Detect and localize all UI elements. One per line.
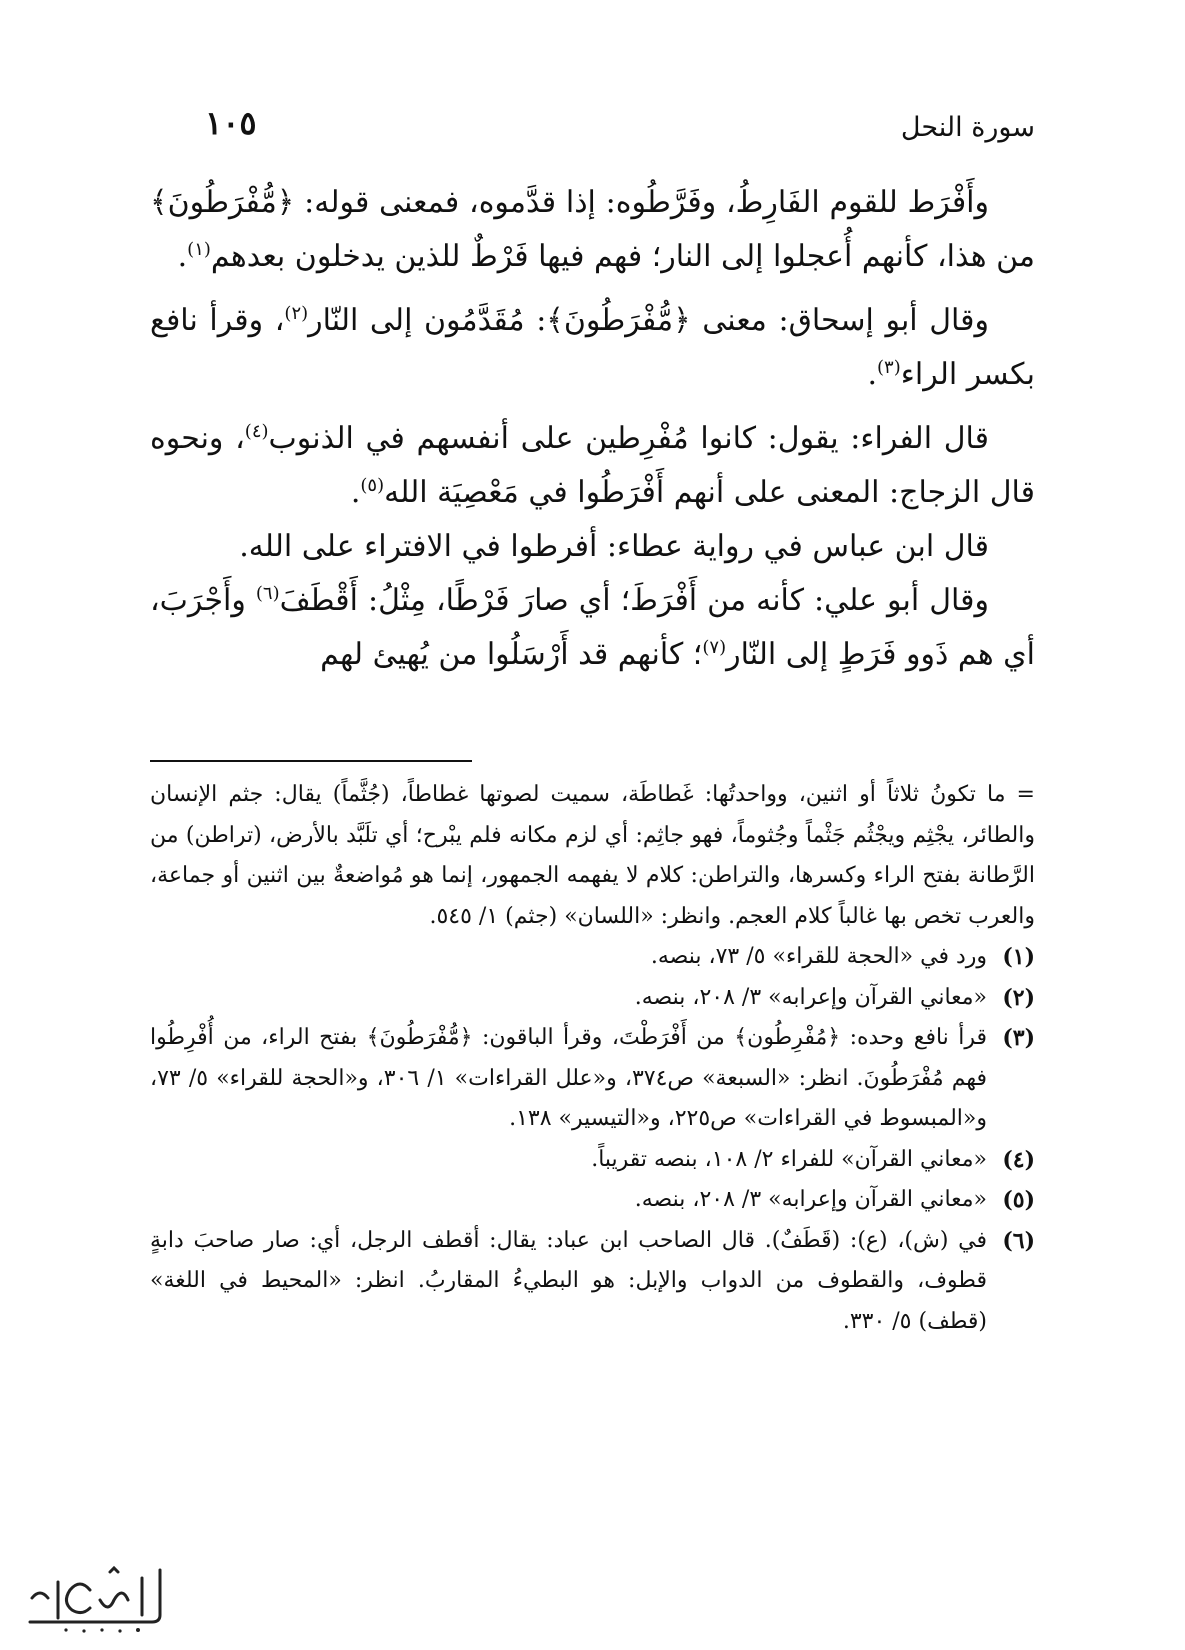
footnote-text: «معاني القرآن وإعرابه» ٣/ ٢٠٨، بنصه. [634,1187,987,1212]
publisher-logo [10,1560,180,1640]
surah-name: سورة النحل [900,112,1035,143]
footnote-text: «معاني القرآن» للفراء ٢/ ١٠٨، بنصه تقريباً. [591,1146,987,1172]
footnote-text: في (ش)، (ع): (قَطَفٌ). قال الصاحب ابن عباد: يقال: أقطف الرجل، أي: صار صاحبَ دابةٍ قطوف، والقطوف من الدواب والإبل: هو البطيءُ المقاربُ. انظر: «المحيط في اللغة» (قطف) ٥/ ٣٣٠. [150,1227,987,1334]
footnote-2 [150,978,1035,1019]
footnote-ref-3[interactable]: (٣) [877,357,901,378]
footnote-6 [150,1221,1035,1343]
footnotes [150,775,1035,1342]
footnote-ref-4[interactable]: (٤) [244,421,269,442]
main-text [150,176,1035,682]
paragraph-4: قال ابن عباس في رواية عطاء: أفرطوا في الافتراء على الله. [239,529,989,564]
page-number: ١٠٥ [205,104,257,142]
footnote-continuation: = ما تكونُ ثلاثاً أو اثنين، وواحدتُها: غَطاطَة، سميت لصوتها غطاطاً، (جُثَّماً) يقال: جثم الإنسان والطائر، يجْثِم ويجْثُم جَثْماً وجُثوماً، فهو جاثِم: أي لزم مكانه فلم يبْرح؛ أي تلَبَّد بالأرض، (تراطن) من الرَّطانة بفتح الراء وكسرها، والتراطن: كلام لا يفهمه الجمهور، إنما هو مُواضعةٌ بين اثنين أو جماعة، والعرب تخص بها غالباً كلام العجم. وانظر: «اللسان» (جثم) ١/ ٥٤٥. [150,782,1035,929]
footnote-ref-2[interactable]: (٢) [284,303,309,324]
footnote-5 [150,1180,1035,1221]
footnote-ref-1[interactable]: (١) [187,239,211,260]
footnote-text: قرأ نافع وحده: ﴿مُفْرِطُون﴾ من أَفْرَطْتَ، وقرأ الباقون: ﴿مُّفْرَطُونَ﴾ بفتح الراء، من أُفْرِطُوا فهم مُفْرَطُونَ. انظر: «السبعة» ص٣٧٤، و«علل القراءات» ١/ ٣٠٦، و«الحجة للقراء» ٥/ ٧٣، و«المبسوط في القراءات» ص٢٢٥، و«التيسير» ١٣٨. [150,1025,987,1131]
paragraph-1: وأَفْرَط للقوم الفَارِطُ، وفَرَّطُوه: إذا قدَّموه، فمعنى قوله: ﴿مُّفْرَطُونَ﴾ من هذا، كأنهم أُعجلوا إلى النار؛ فهم فيها فَرْطٌ للذين يدخلون بعدهم$^{(١)}$. [150,185,1035,274]
paragraph-3: قال الفراء: يقول: كانوا مُفْرِطين على أنفسهم في الذنوب$^{(٤)}$، ونحوه قال الزجاج: المعنى على أنهم أَفْرَطُوا في مَعْصِيَة الله$^{(٥)}$. [150,421,1035,510]
footnote-number: (٥) [1002,1187,1035,1213]
footnote-ref-5[interactable]: (٥) [360,475,385,496]
footnote-text: ورد في «الحجة للقراء» ٥/ ٧٣، بنصه. [650,944,987,969]
footnote-number: (٦) [1002,1227,1035,1254]
footnote-number: (١) [1002,944,1035,970]
footnote-4 [150,1140,1035,1181]
footnote-ref-7[interactable]: (٧) [702,637,727,658]
paragraph-2: وقال أبو إسحاق: معنى ﴿مُّفْرَطُونَ﴾: مُقَدَّمُون إلى النّار$^{(٢)}$، وقرأ نافع بكسر الراء$^{(٣)}$. [150,303,1035,392]
footnote-text: «معاني القرآن وإعرابه» ٣/ ٢٠٨، بنصه. [634,984,987,1010]
footnote-number: (٤) [1002,1146,1035,1173]
footnote-1 [150,937,1035,978]
page-header [150,98,1035,158]
footnote-3 [150,1018,1035,1140]
footnote-ref-6[interactable]: (٦) [255,583,280,604]
footnote-number: (٣) [1002,1025,1035,1051]
footnote-number: (٢) [1002,984,1035,1011]
paragraph-5: وقال أبو علي: كأنه من أَفْرَطَ؛ أي صارَ فَرْطًا، مِثْلُ: أَقْطَفَ$^{(٦)}$ وأَجْرَبَ، أي هم ذَوو فَرَطٍ إلى النّار$^{(٧)}$؛ كأنهم قد أَرْسَلُوا من يُهيئ لهم [150,583,1035,672]
footnote-separator [150,760,472,762]
